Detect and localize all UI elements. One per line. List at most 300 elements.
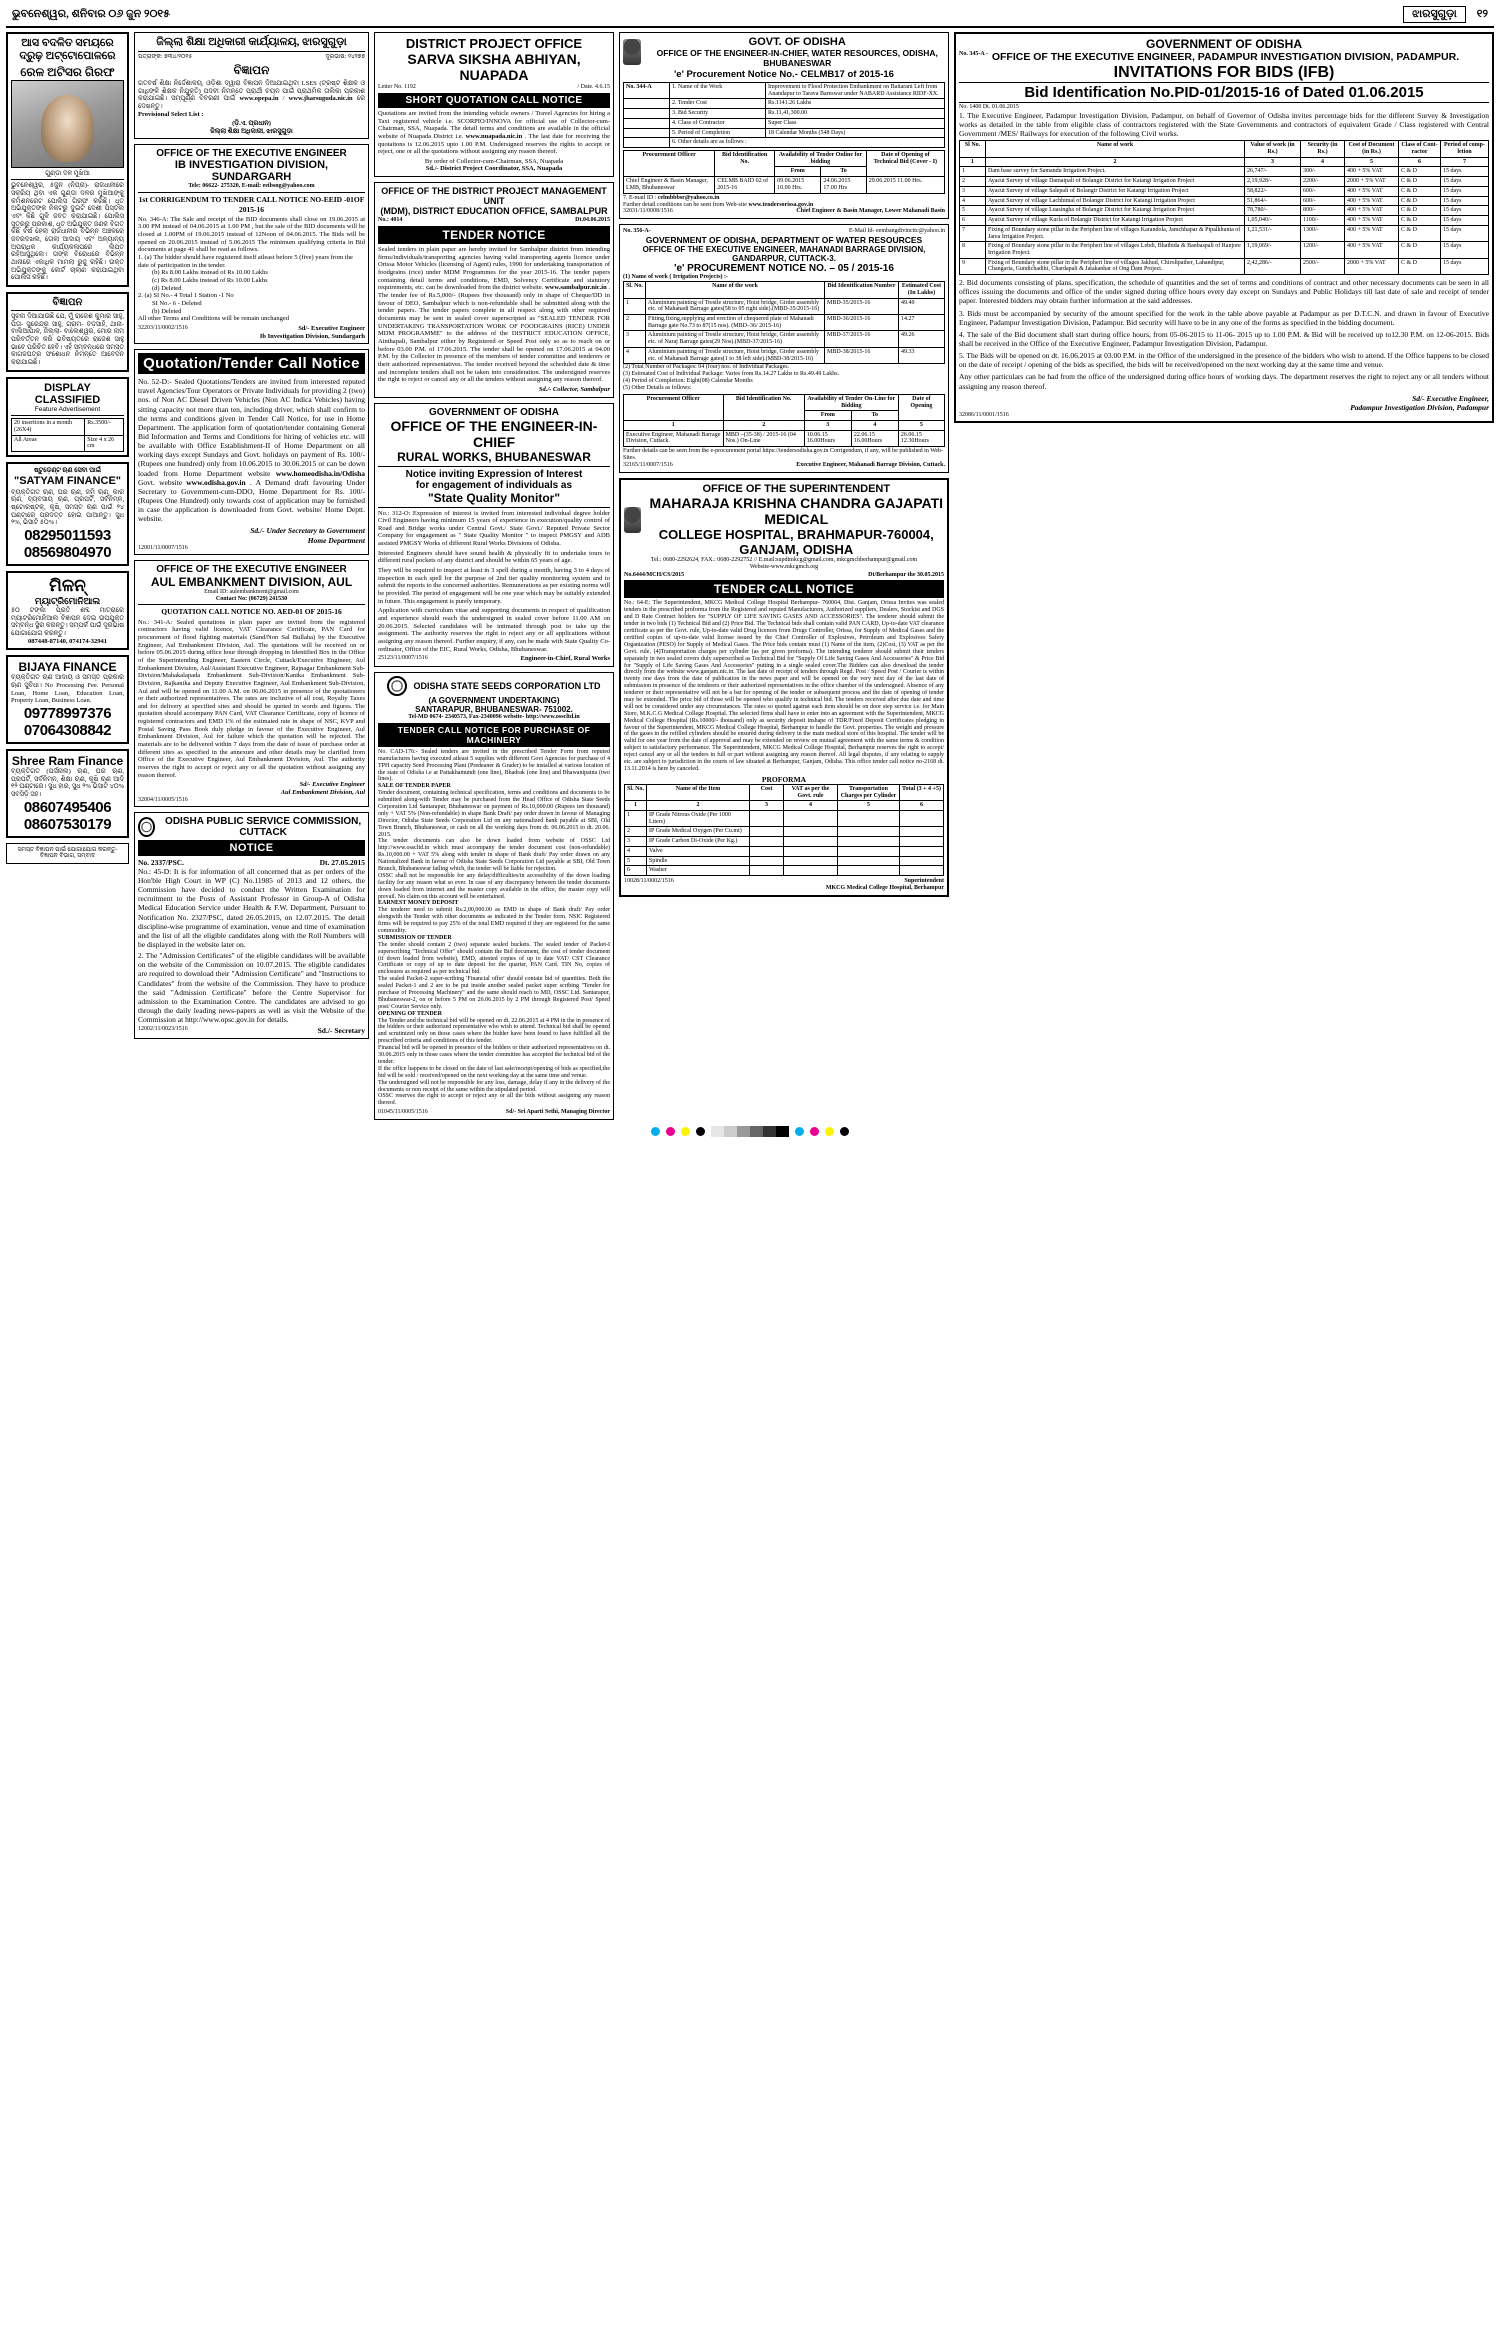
masthead-page-number: ୧୨ — [1476, 8, 1488, 20]
dpo-order: By order of Collector-cum-Chairman, SSA, Nuapada — [424, 157, 564, 165]
ib-office: OFFICE OF THE EXECUTIVE ENGINEER — [156, 148, 347, 160]
rural-body-3: They will be required to inspect at least in 3 spell during a month, having 3 to 4 days of inspection in each spell for the purpose of 2nd tier quality monitoring system and to submit the reports to the concerned authorities. Remunerations as per existing norms will be provided. The period of engagement will be one year which may be suitably extended in future. This engagement is purely temporary. — [378, 567, 610, 605]
goo-row-label: 4. Class of Contractor — [670, 118, 766, 128]
rural-office: OFFICE OF THE ENGINEER-IN-CHIEF — [390, 417, 598, 450]
mkcg-td: Spindle — [647, 856, 750, 866]
pad-td: 9 — [960, 258, 986, 274]
padampur-para-5: 5. The Bids will be opened on dt. 16.06.2015 at 03.00 P.M. in the Office of the undersigned in the presence of the bidders who wish to attend. If the Office happens to be closed on the date of receipt / opening of the bids as specified, the bids will be received/opened on the next working day at the same time and venue. — [959, 351, 1489, 370]
goo-no-blank — [624, 99, 670, 109]
mkcg-td-empty — [900, 827, 944, 837]
ossc-contact: Tel-MD 0674- 2340573, Fax-2340096 website- http://www.osscltd.in — [408, 713, 580, 720]
pad-th: Sl No. — [960, 141, 986, 157]
mkcg-l1: OFFICE OF THE SUPERINTENDENT — [702, 482, 891, 495]
mkcg-colnum: 3 — [750, 801, 784, 811]
pad-td: 2000 + 5% VAT — [1345, 177, 1399, 187]
padampur-office: OFFICE OF THE EXECUTIVE ENGINEER, PADAMPUR INVESTIGATION DIVISION, PADAMPUR. — [991, 51, 1460, 63]
ossc-title-3: SANTARAPUR, BHUBANESWAR- 751002. — [415, 704, 573, 714]
pad-td: 800/- — [1301, 206, 1345, 216]
pad-td: Ayacut Survey of village Kurla of Bolangir District for Katangi Irrigation Project — [986, 216, 1245, 226]
display-classified-title: DISPLAY CLASSIFIED — [34, 381, 101, 406]
mkcg-td-empty — [838, 827, 900, 837]
quotation-site-1[interactable]: www.homeodisha.in/Odisha — [275, 468, 366, 478]
mkcg-body: No.: 64-E: The Superintendent, MKCG Medical College Hospital Berhampur- 760004, Dist. Ganjam, Orissa Invites was sealed tenders in the prescribed proforma from the Registered and reputed Manufacturers, Authorized suppliers, Dealers, Stockist and DGS and D Rate Contract holders for "SUPPLY OF LIFE SAVING GASES AND ACCESSORIES". The tenderer should submit the tender in two bids (1) Technical Bid and (2) Price Bid. The Technical bids shall contain valid PAN CARD, Up-to-date VAT clearance certificate as per the Govt. rule, Up-to-date valid Drug licences from Drugs Controller, Orissa, for Supply of Medical Gases and the certified copies of up-to-date valid license issued by the Chief Controller of Explosives, Petroleum and Explosives Safety Organization (PESO) for Supply of Medical Gases. The Price bids contain must (1) Name of the item, (2)Cost, (3) VAT as per the Govt. rule, (4)Transportation charges per cylinder (as per given proforma). The intending tenderer should submit their tenders separately in two sealed covers duly superscribed as Technical Bid for "Supply Of Life Saving Gases And Accessories" & Price Bid for "Supply of Life Saving Gases And Accessories" putting in a single sealed cover.The Bidders can also download the tender directly from the website www.ganjam.nic.in. The last date of receipt of tenders through Regd. Post / Speed Post / Courier is within twenty one days from the date of publication in the news paper and will be opened on the very next day of the last date of submission in presence of the tenderers or their authorized representatives in the office chamber of the undersigned. Absence of any tenderer or their representative will not be a bar for opening of the tender or subsequent process and the date of opening of tender may be extended. The price bid of those will be opened who qualify in technical bid. The tenders received after due date and time will not be considered under any circumstances. The rates so quoted against each item should be on door step service i.e. for Main Store, M.K.C.G Medical College Hospital. The selected firms shall have to enter into an agreement with the Superintendent, MKCG Medical College Hospital (Rs.10000/- thousand) only as security deposit inshape of TDR/Fixed Deposit Certificates pledging in favour of the Superintendent, MKCG Medical College Hospital, Berhampur to handle the Govt. properties. The weight and pressure of the gases in the refilled cylinders should be ensured during delivery in the main medical store of this hospital. The tender will be valid for one year from the date of approval and may be extended on review on mutual agreement with the same terms & condition subject to satisfactory performance. The Superintendent, MKCG Medical College Hospital, Berhampur reserves the right to accept/ reject cancel any or all the tenders in full or part without assigning any reason thereof. All legal disputes, if any relating to supply etc. are subject to jurisdiction in the courts of law situated at Berhampur, Ganjam, Odisha. This office tender call notice no-2168 dt. 13.11.2014 is here by canceled. — [624, 600, 944, 772]
ib-item: (c) Rs 8.00 Lakhs instead of Rs 10.00 Lakhs — [152, 276, 268, 284]
ossc-p3: OSSC shall not be responsible for any delay/difficulties/in accessibility of the down loading facility for any reason what so ever. In case of any discrepancy between the tender documents down loaded from internet and the master copy available in the office, the master copy will prevail. No claim on this account will be entertained. — [378, 872, 610, 900]
display-classified-table — [11, 418, 124, 452]
photo-caption: ଗୁଣ୍ଡା ଦଳ ମୁଖିଆ — [45, 169, 90, 177]
pad-td: 1100/- — [1301, 216, 1345, 226]
mkcg-sig-2: MKCG Medical College Hospital, Berhampur — [825, 884, 944, 891]
dc-row1-right: Size 4 x 26 cm — [85, 435, 124, 451]
notice-head: ବିଜ୍ଞାପନ — [52, 296, 83, 308]
milan-body: ୫୦ ଟଙ୍କା ପ୍ରତି ଶବ୍ଦ ମାତ୍ରାରେ ମ୍ୟାଟ୍ରିମୋନିଆଲ ବିଜ୍ଞାପନ ଦେଇ ଉପଯୁକ୍ତ ସମ୍ବନ୍ଧ ସ୍ଥିର କରନ୍ତୁ। ସମ୍ପର୍କ ପାଇଁ ଦୂରଭାଷ ଯୋଗାଯୋଗ କରନ୍ତୁ। — [11, 607, 124, 637]
ib-investigation-division-notice — [134, 144, 369, 344]
pad-td: 1,05,040/- — [1245, 216, 1301, 226]
deo-sig-1: (ଡ଼ି.ଏ. ପ୍ରଧାନ) — [232, 120, 271, 128]
goo-email-label: 7. E-mail ID — [623, 194, 654, 201]
pad-td: 6 — [960, 216, 986, 226]
pad-td: 1300/- — [1301, 225, 1345, 241]
mkcg-colnum: 1 — [625, 801, 647, 811]
gray-ramp-icon — [711, 1126, 789, 1137]
pad-td: 1200/- — [1301, 242, 1345, 258]
pad-td: 15 days — [1441, 167, 1489, 177]
wr-no: No. 356-A- — [623, 228, 651, 235]
shreeram-title: Shree Ram Finance — [11, 753, 124, 768]
mdm-body-text: Sealed tenders in plain paper are hereby invited for Sambalpur district from intending firms/individuals/transporting agencies having valid transporting agents licence under Orissa Motor Vehicles (licensing of Agent) rules, 1990 for undertaking transportation of foodgrains (rice) under MDM Programmes for the year 2015-16. The tender papers containing detail terms and conditions, EMD, Solvency Certificate and statutory requirements, etc. can be downloaded from the district website. — [378, 246, 610, 292]
mkcg-proforma-table — [624, 784, 944, 876]
classified-notice-box — [6, 292, 129, 372]
dpo-title-2: SARVA SIKSHA ABHIYAN, NUAPADA — [407, 51, 581, 83]
mkcg-sig-1: Superintendent — [904, 878, 944, 885]
pad-td: 15 days — [1441, 186, 1489, 196]
pad-td: 400 + 5% VAT — [1345, 242, 1399, 258]
wr-sig: Executive Engineer, Mahanadi Barrage Division, Cuttack. — [796, 461, 945, 468]
ib-contact: Tele: 06622- 275320, E-mail: eeibsng@yahoo.com — [188, 183, 315, 190]
table-row — [960, 167, 1489, 177]
dpo-bar: SHORT QUOTATION CALL NOTICE — [378, 93, 610, 108]
dpo-letter: Letter No. 1192 — [378, 84, 416, 90]
wr-td: MBD-36/2015-16 — [825, 314, 899, 330]
ossc-bar: TENDER CALL NOTICE FOR PURCHASE OF MACHINERY — [378, 723, 610, 747]
wr-note-1: (2) Total Number of Packages: 04 (four) nos. of Individual Packages. — [623, 364, 790, 371]
mdm-site[interactable]: www.sambalpur.nic.in — [544, 284, 607, 292]
ossc-h1: SALE OF TENDER PAPER — [378, 783, 451, 790]
pad-td: 400 + 5% VAT — [1345, 186, 1399, 196]
padampur-no: No. 345-A - — [959, 51, 988, 57]
milan-sub: ମ୍ୟାଟ୍ରିମୋନିଆଲ — [34, 596, 101, 607]
magenta-mark-icon-2 — [810, 1127, 819, 1136]
bijaya-finance-ad — [6, 655, 129, 744]
table-row — [960, 242, 1489, 258]
padampur-bid-id: Bid Identification No.PID-01/2015-16 of Dated 01.06.2015 — [959, 82, 1489, 103]
dc-col-left: 20 insertions in a month (26X4) — [12, 419, 85, 435]
mdm-body — [378, 246, 610, 384]
quotation-sig-1: Sd./- Under Secretary to Government — [250, 526, 365, 536]
dc-col-right: Rs.3500/- — [85, 419, 124, 435]
mdm-no: No.: 4014 — [378, 217, 403, 224]
wr-td: 14.27 — [899, 314, 945, 330]
ossc-p6: The sealed Packet-2 super-scribing 'Financial offer' should contain bid of quantities. Both the sealed Packet-1 and 2 are to be put inside another sealed packet super scribing "Tender for purchase of Processing Machinery" and the same should reach to MD, OSSC Ltd. Santarapur, Bhubaneswar-2, on or before 5 PM on 26.06.2015 by 2 PM through Registered Post/ Speed post/ Courier Service only. — [378, 976, 610, 1010]
pad-td: 400 + 5% VAT — [1345, 206, 1399, 216]
table-row — [960, 196, 1489, 206]
mkcg-td-empty — [750, 827, 784, 837]
rural-works-eoi — [374, 403, 614, 667]
deo-site-1[interactable]: www.opepa.in — [239, 95, 279, 103]
pad-td: Fixing of Boundary stone pillar in the Peripheri line of villages Lebdi, Bhatbida & Banbaspali of Ranjore Irrigation Project. — [986, 242, 1245, 258]
ossc-h4: OPENING OF TENDER — [378, 1010, 443, 1017]
mkcg-td-empty — [750, 837, 784, 847]
ad-top-news — [6, 32, 129, 287]
mkcg-td: IP Grade Carbon Di-Oxide (Per Kg.) — [647, 837, 750, 847]
ossc-ref: 01045/11/0005/1516 — [378, 1109, 428, 1116]
deo-site-2[interactable]: www.jharsuguda.nic.in — [288, 95, 353, 103]
ossc-p8: Financial bid will be opened in presence of the bidders or their authorized representatives on dt. 30.06.2015 only in those cases where the tender committee has accepted the technical bid of the tender. — [378, 1045, 610, 1065]
milan-title: ମିଳନ୍ — [49, 576, 86, 596]
pad-td: 15 days — [1441, 242, 1489, 258]
mdm-date: Dt.04.06.2015 — [575, 217, 610, 224]
deo-provisional-label: Provisional Select List : — [138, 110, 204, 118]
goo-tender-table — [623, 150, 945, 194]
pad-td: 7 — [960, 225, 986, 241]
mdm-title-1: OFFICE OF THE DISTRICT PROJECT MANAGEMENT UNIT — [381, 186, 607, 207]
pad-td: 400 + 5% VAT — [1345, 225, 1399, 241]
wr2-num: 2 — [723, 420, 804, 430]
mkcg-td: 4 — [625, 846, 647, 856]
ossc-p10: The undersigned will not be responsible for any loss, damage, delay if any in the delivery of the documents or non receipt of the same within the stipulated period. — [378, 1079, 610, 1093]
wr2-num: 3 — [804, 420, 851, 430]
wr-note-2: (3) Estimated Cost of Individual Package: Varies from Rs.14.27 Lakhs to Rs.49.49 Lakhs. — [623, 371, 840, 378]
quotation-ref: 12001/11/0007/1516 — [138, 544, 188, 551]
state-emblem-icon — [623, 39, 641, 65]
ad-top-line2: ଦ୍ରୁଢ଼ ଅଟ୍ଟୋପୋଳରେ — [19, 50, 116, 63]
pad-td: 15 days — [1441, 177, 1489, 187]
ossc-h3: SUBMISSION OF TENDER — [378, 934, 452, 941]
column-2 — [134, 32, 369, 1039]
pad-td: Fixing of Boundary stone pillar in the Peripheri line of villages Jakhud, Chirolipather, Lahandipur, Changaria, Gundichadihi, Chardapali & Jatakanhar of Ong Dam Project. — [986, 258, 1245, 274]
mkcg-td: 6 — [625, 866, 647, 876]
dpo-date: / Date. 4.6.15 — [577, 84, 610, 90]
wr-td: 2 — [624, 314, 646, 330]
mkcg-th: Sl. No. — [625, 784, 647, 800]
opsc-no: No. 2337/PSC. — [138, 857, 185, 867]
padampur-para-2: 2. Bid documents consisting of plans, specification, the schedule of quantities and the set of terms and conditions of contract and other necessary documents can be seen in all offices issuing the documents and office of the under signed during office hours every day except on Sundays and Public Holidays till last date of sale and receipt of tender paper. Interested bidders may obtain further information at the said addresses. — [959, 278, 1489, 306]
goo-row-label: 1. Name of the Work — [670, 83, 766, 99]
mkcg-l2: MAHARAJA KRISHNA CHANDRA GAJAPATI MEDICAL — [649, 494, 944, 527]
wr-th: Estimated Cost (In Lakhs) — [899, 282, 945, 298]
wr2-td: 26.06.15 12.30Hours — [898, 430, 944, 446]
milan-matrimonial-ad — [6, 571, 129, 650]
satyam-body: ବ୍ୟକ୍ତିଗତ ଋଣ, ଘର ଋଣ, ଜମି ଋଣ, କାର ଋଣ, ବ୍ୟବସାୟ ଋଣ, ପ୍ରପର୍ଟି, ସର୍ବନିମ୍ନ, ଷ୍ଟୋରଷ୍ଟକ୍, କୃଷି, ସମସ୍ତ ଋଣ ପାଇଁ ୨୪ ଘଣ୍ଟାରେ ପ୍ରଦତ୍ତ ହୋଇ ପାଆନ୍ତୁ। ସୁଧ ୨%, ଭିସାଟି ୫୦%। — [11, 488, 124, 527]
ossc-title-2: (A GOVERNMENT UNDERTAKING) — [428, 695, 560, 705]
pad-td: 5 — [960, 206, 986, 216]
wr2-th-sub: To — [851, 411, 898, 421]
wr-td: 49.33 — [899, 347, 945, 363]
pad-td: 2000 + 5% VAT — [1345, 258, 1399, 274]
mkcg-td: 3 — [625, 837, 647, 847]
bijaya-phone-2[interactable]: 07064308842 — [23, 721, 112, 739]
padampur-para-4: 4. The sale of the Bid document shall start during office hours, from 05-06-2015 to 11-06- 2015 up to 1.00 P.M. & Bid will be received up to12.30 P.M. on 12-06-2015. Bids shall be received in the Office of the Executive Engineer, Padampur Investigation Division, Padampur. — [959, 329, 1489, 348]
goo-no-blank — [624, 109, 670, 119]
mkcg-td-empty — [750, 866, 784, 876]
satyam-phone-2[interactable]: 08569804970 — [23, 544, 112, 562]
deo-body-text: ଗତବର୍ଷ ଶିକ୍ଷା ନିର୍ଦ୍ଦେଶାଳୟ, ଓଡ଼ିଶା ଦ୍ୱାରା ବିଜ୍ଞାପନ ଦିଆଯାଇଥିବା LSES (ଟ୍ରଷ୍ଟ ଶିକ୍ଷକ ଓ ଗାଧିଙ୍କି ଶିକ୍ଷକ ନିଯୁକ୍ତି) ପଦବୀ ନିମନ୍ତେ ପ୍ରାର୍ଥୀ ଚୟନ ପାଇଁ ପ୍ରାଥମିକ ତାଲିକା ପ୍ରକାଶ କରାଯାଇଛି। ସମ୍ପୂର୍ଣ୍ଣ ବିବରଣୀ ପାଇଁ — [138, 79, 365, 103]
quotation-banner: Quotation/Tender Call Notice — [138, 353, 365, 374]
celmb-procurement-notice: GOVT. OF ODISHA OFFICE OF THE ENGINEER-IN-CHIEF, WATER RESOURCES, ODISHA, BHUBANESWAR 'e' Procurement Notice No.- CELMB17 of 2015-16 No. 344-A 1. Name of the Work Improvement to Flood Protection Embankment on Baitarani Left from Anandapur to Tarava Bareswar under NABARD Assistance RIDF-XX. 2. Tender Cost Rs.1141.26 Lakhs 3. Bid Security Rs.11,41,300.00 4. Class of Contractor Super Class 5. Period of Completion 18 Calendar Months (548 Days) 6. Other details are as follows : Procurement Officer Bid Identification No. Availability of Tender Online for bidding Date of Opening of Technical Bid (Cover - I) From To Chief Engineer & Basin Manager, LMB, Bhubaneswar CELMB BAID 02 of 2015-16 09.06.2015 10.00 Hrs. 24.06.2015 17.00 Hrs 29.06.2015 11.00 Hrs. 7. E-mail ID : celmbbbsr@yahoo.co.in Further detail conditions can be seen from Web-site www.tendersorissa.gov.in 32031/11/0008/1516 Chief Engineer & Basin Manager, Lower Mahanadi Basin — [619, 32, 949, 219]
ossc-p9: If the office happens to be closed on the date of last sale/receipt/opening of bids as specified,the bid will be sold / received/opened on the next working day at the same time and venue. — [378, 1065, 610, 1079]
aul-division: AUL EMBANKMENT DIVISION, AUL — [150, 574, 353, 589]
goo-th: Procurement Officer — [624, 151, 715, 177]
pad-td: 2,42,286/- — [1245, 258, 1301, 274]
ib-item: (d) Deleted — [152, 284, 182, 292]
rural-div: RURAL WORKS, BHUBANESWAR — [397, 449, 591, 464]
pad-td: C & D — [1399, 225, 1441, 241]
notice-body: ସୂଚନା ଦିଆଯାଉଛି ଯେ, ମୁଁ ରାଜେଶ କୁମାର ସାହୁ, ପିତା- ସୁରେନ୍ଦ୍ର ସାହୁ, ଗ୍ରାମ- ବଡ଼ସାହି, ଥାନା- ବାଲିଆପାଳ, ଜିଲ୍ଲା- ବାଲେଶ୍ୱର, ମୋର ନାମ ପରିବର୍ତ୍ତନ କରି ଭବିଷ୍ୟତରେ ରାଜେଶ ସାହୁ ଭାବେ ପରିଚିତ ହେବି। ଏହି ସମ୍ବନ୍ଧରେ ସମସ୍ତ କାଗଜପତ୍ର ସଂଶୋଧନ ନିମନ୍ତେ ଆବେଦନ କରାଯାଇଛି। — [11, 312, 124, 366]
ib-item: (b) Deleted — [152, 307, 182, 315]
mkcg-th: Total (3 + 4 +5) — [900, 784, 944, 800]
table-row — [960, 225, 1489, 241]
cyan-mark-icon — [651, 1127, 660, 1136]
shreeram-phone-1[interactable]: 08607495406 — [23, 798, 112, 816]
mkcg-th: Cost — [750, 784, 784, 800]
pad-td: Ayacut Survey of village Damaipali of Bolangir District for Katangi Irrigation Project — [986, 177, 1245, 187]
padampur-para-3: 3. Bids must be accompanied by security of the amount specified for the work in the table above payable at Padampur as per D.T.C.N. and drawn in favour of Executive Engineer, Padampur Investigation Division, Padampur. Bid security will have to be in any one of the forms as specified in the bidding document. — [959, 308, 1489, 327]
goo-no-blank — [624, 128, 670, 138]
padampur-sig-1: Sd/- Executive Engineer, — [1412, 393, 1489, 403]
wr-th: Bid Identification Number — [825, 282, 899, 298]
dpo-sig: Sd./- District Project Coordinator, SSA, Nuapada — [425, 165, 563, 173]
satyam-finance-ad — [6, 462, 129, 566]
quotation-body-2: . A Demand draft favouring Under Secretary to Government-cum-DDO, Home Department for Rs. 100/- (Rupees One Hundred) only towards cost of application may be furnished in case the application is downloaded from Govt. website/ Home Deptt. website. — [138, 477, 365, 524]
wr2-num: 5 — [898, 420, 944, 430]
pad-td: 2,19,928/- — [1245, 177, 1301, 187]
pad-td: 1,19,069/- — [1245, 242, 1301, 258]
opsc-notice — [134, 812, 369, 1040]
ossc-tender-notice — [374, 672, 614, 1120]
opsc-sig: Sd./- Secretary — [317, 1026, 365, 1036]
wr-td: MBD-35/2015-16 — [825, 298, 899, 314]
ossc-sig: Sd/- Sri Aparti Sethi, Managing Director — [505, 1109, 610, 1116]
wr-works-table — [623, 281, 945, 364]
pad-th: Name of work — [986, 141, 1245, 157]
wr2-td: 22.06.15 16.00Hours — [851, 430, 898, 446]
wr2-num: 1 — [624, 420, 724, 430]
pad-td: 600/- — [1301, 196, 1345, 206]
ib-items — [138, 254, 365, 315]
goo-notice-no: 'e' Procurement Notice No.- CELMB17 of 2015-16 — [674, 69, 894, 80]
goo-row-value: 18 Calendar Months (548 Days) — [766, 128, 945, 138]
yellow-mark-icon — [681, 1127, 690, 1136]
district-education-office-notice — [134, 32, 369, 139]
ib-sig-1: Sd/- Executive Engineer — [298, 324, 365, 332]
pad-td: C & D — [1399, 196, 1441, 206]
pad-colnum: 3 — [1245, 157, 1301, 167]
goo-ref: 32031/11/0008/1516 — [623, 208, 673, 215]
aul-embankment-notice — [134, 560, 369, 807]
mkcg-td-empty — [838, 846, 900, 856]
pad-th: Security (in Rs.) — [1301, 141, 1345, 157]
ossc-p7: The Tender and the technical bid will be opened on dt. 22.06.2015 at 4 PM in the in presence of the bidders or their authorized representative who wish to attend. Technical bid shall be opened and scrutinized only on those cases where the bidder have been found to have fulfilled all the prescribed criteria and conditions of this tender. — [378, 1017, 610, 1045]
wr-line-2: OFFICE OF THE EXECUTIVE ENGINEER, MAHANADI BARRAGE DIVISION, GANDARPUR, CUTTACK-3. — [642, 245, 926, 264]
mdm-sig: Sd./- Collector, Sambalpur — [538, 385, 610, 393]
ib-tail: All other Terms and Conditions will be remain unchanged — [138, 315, 290, 323]
goo-th: Bid Identification No. — [715, 151, 775, 177]
wr2-td: MBD –(35-38) / 2015-16 (04 Nos.) On-Line — [723, 430, 804, 446]
mkcg-td: Washer — [647, 866, 750, 876]
pad-td: 3 — [960, 186, 986, 196]
mkcg-l3: COLLEGE HOSPITAL, BRAHMAPUR-760004, GANJAM, ODISHA — [658, 526, 934, 557]
table-row — [960, 216, 1489, 226]
padampur-para-1: 1. The Executive Engineer, Padampur Investigation Division, Padampur, on behalf of Governor of Odisha invites percentage bids for the different Survey & Investigation works as detailed in the table from eligible class of contractors registered with the State Governments and contractors of equivalent Grade / Class registered with Central Government /MES/ Railways for execution of the following Civil works. — [959, 110, 1489, 139]
aul-sig-1: Sd/- Executive Engineer — [299, 781, 365, 789]
goo-row-label: 2. Tender Cost — [670, 99, 766, 109]
wr-sub: (1) Name of work ( Irrigation Projects) :- — [623, 274, 729, 281]
ib-division: IB INVESTIGATION DIVISION, SUNDARGARH — [174, 159, 329, 184]
ib-body: No. 346-A: The Sale and receipt of the BID documents shall close on 19.06.2015 at 3.00 PM instead of 04.06.2015 at 1.00 PM , but the sale of the BID documents will be closed at 1.00PM of 19.06.2015 instead of 12Noon of 04.06.2015. The Bids will be opened on 20.06.2015 instead of 5.06.2015 The minimum qualifying criteria in Bid documents at page 41 shall be read as follows. — [138, 215, 365, 254]
wr-line-1: GOVERNMENT OF ODISHA, DEPARTMENT OF WATER RESOURCES — [645, 235, 923, 246]
mkcg-colnum: 5 — [838, 801, 900, 811]
wr-td: 4 — [624, 347, 646, 363]
pad-td: 2 — [960, 177, 986, 187]
wr-notice-no: 'e' PROCUREMENT NOTICE NO. – 05 / 2015-16 — [674, 263, 894, 275]
mkcg-emblem-icon — [624, 507, 641, 533]
mkcg-td-empty — [838, 856, 900, 866]
wr2-th: Bid Identification No. — [723, 394, 804, 420]
padampur-works-table — [959, 140, 1489, 275]
padampur-title: INVITATIONS FOR BIDS (IFB) — [1113, 64, 1335, 81]
mahanadi-barrage-procurement-notice — [619, 224, 949, 473]
quotation-body — [138, 377, 365, 523]
goo-no-blank — [624, 118, 670, 128]
wr-td: Aluminium painting of Trestle structure, Hoist bridge, Girder assembly etc. of Naraj Barrage gates(29 Nos).(MBD-37/2015-16) — [646, 331, 825, 347]
table-row — [960, 258, 1489, 274]
mkcg-td: 2 — [625, 827, 647, 837]
mkcg-td-empty — [838, 837, 900, 847]
mkcg-td-empty — [838, 811, 900, 827]
ossc-p1: Tender document, containing technical specification, terms and conditions and documents to be submitted along-with Tender may be purchased from the Head Office of Odisha State Seeds Corporation Ltd Santarapur, Bhubaneswar on payment of Rs.10,000.00 (Rupees ten thousand) only + VAT 5% (Non-refundable) in shape Bank Draft/ pay order drawn in favour of Managing Director, Odisha State Seeds Corporation Ltd on any nationalized bank payable at SBI, Old Town Branch, Bhubaneswar, or cash on all the working days from dt. 06.06.2015 to dt. 20.06. 2015. — [378, 790, 610, 838]
pad-td: 58,822/- — [1245, 186, 1301, 196]
pad-td: 15 days — [1441, 206, 1489, 216]
wr-td: 3 — [624, 331, 646, 347]
goo-td: Chief Engineer & Basin Manager, LMB, Bhubaneswar — [624, 177, 715, 193]
column-3 — [374, 32, 614, 1120]
wr-td: Fitting,fixing,supplying and erection of chequered plate of Mahanadi Barrage gate No.73 to 87(15 nos). (MBD–36/ 2015-16) — [646, 314, 825, 330]
wr-schedule-table — [623, 394, 945, 447]
ossc-p4: The tenderer need to submit Rs.2,00,000.00 as EMD in shape of Bank draft/ Pay order alongwith the Tender with other documents as indicated in the Tender form. NSIC Registered firms will be required to pay 25% of the total EMD required if they are registered for the same commodity. — [378, 907, 610, 935]
mkcg-td-empty — [900, 846, 944, 856]
wr2-td: Executive Engineer, Mahanadi Barrage Division, Cuttack. — [624, 430, 724, 446]
bottom-note-text: ସମସ୍ତ ବିଜ୍ଞାପନ ପାଇଁ ଯୋଗାଯୋଗ କରନ୍ତୁ- ବିଜ୍ଞାପନ ବିଭାଗ, ସମ୍ବାଦ — [17, 846, 118, 860]
wr-th: Sl. No. — [624, 282, 646, 298]
pad-th: Period of comp-letion — [1441, 141, 1489, 157]
deo-tele: ଦୂରଭାଷ: ୨୪୨୭୭ — [325, 54, 365, 60]
quotation-body-text: No. 52-D:- Sealed Quotations/Tenders are invited from interested reputed travel Agencies/Tour Operators or Private Individuals for providing 2 (two) nos. of Non AC Diesel Driven Vehicles (Non AC Indica Vehicles) having sitting capacity not more than ten, including driver, which shall confirm to the terms and conditions given in Tender Call Notice, for use in Home Department. The application form of quotation/tender containing General Bid Information and Terms and Conditions for hiring of vehicles etc. will be available with Office Establishment-II of Home Department on all working days except Sundays and Govt. holidays on payment of Rs. 100/- (Rupees one hundred) only from 10.06.2015 to 30.06.2015 or can be down loaded from Home Department website — [138, 377, 365, 478]
pad-td: 400 + 5% VAT — [1345, 216, 1399, 226]
wr-td: Aluminium painting of Trestle structure, Hoist bridge, Girder assembly etc. of Mahanadi Barrage gates(1 to 38 left side).(MBD-38/2015-16) — [646, 347, 825, 363]
aul-office: OFFICE OF THE EXECUTIVE ENGINEER — [156, 563, 347, 575]
ib-item: (b) Rs 8.00 Lakhs instead of Rs 10.00 Lakhs — [152, 269, 268, 277]
home-dept-quotation-notice — [134, 349, 369, 555]
wr-td: MBD-37/2015-16 — [825, 331, 899, 347]
pad-td: Ayacut Survey of village Lachhimal of Bolangir District for Katangi Irrigation Project — [986, 196, 1245, 206]
mkcg-th: VAT as per the Govt. rule — [784, 784, 838, 800]
pad-td: 2500/- — [1301, 258, 1345, 274]
deo-sig-2: ଜିଲ୍ଲା ଶିକ୍ଷା ଅଧିକାରୀ, ଝାରସୁଗୁଡ଼ା — [210, 127, 293, 135]
pad-td: 400 + 5% VAT — [1345, 196, 1399, 206]
wr2-th: Procurement Officer — [624, 394, 724, 420]
bijaya-body: ବ୍ୟକ୍ତିଗତ ଋଣ ଆଦାୟ ଓ ସମସ୍ତ ପ୍ରକାର ଋଣ ସୁବିଧା। No Processing Fee. Personal Loan, Home Loan, Education Loan, Property Loan, Business Loan. — [11, 674, 124, 705]
mkcg-colnum: 4 — [784, 801, 838, 811]
mkcg-no: No.6444/MCH/CS/2015 — [624, 571, 685, 578]
rural-sub-3: "State Quality Monitor" — [427, 490, 561, 505]
pad-td: 51,864/- — [1245, 196, 1301, 206]
padampur-sig-2: Padampur Investigation Division, Padampur — [1350, 402, 1489, 412]
bijaya-title: BIJAYA FINANCE — [18, 660, 117, 675]
satyam-phone-1[interactable]: 08295011593 — [24, 527, 111, 545]
opsc-body: No.: 45-D: It is for information of all concerned that as per orders of the Hon'ble High Court in WP (C) No.11985 of 2013 and 12 others, the Commission have decided to conduct the Written Examination for recruitment to the Posts of Assistant Professor in Group-A of Odisha Medical Education Service under Health & F.W. Department, Pursuant to Notification No. 2327/PSC, dated 26.05.2015, on 12.07.2015. The detail discipline-wise programme of examination, venue and time of examination and the list of all the eligible candidates along with the Roll Numbers will be displayed in the website later on. — [138, 866, 365, 949]
goo-email[interactable]: celmbbbsr@yahoo.co.in — [657, 194, 720, 201]
mkcg-web: Website-www.mkcgmch.org — [749, 563, 819, 570]
goo-row-value: Improvement to Flood Protection Embankment on Baitarani Left from Anandapur to Tarava Bareswar under NABARD Assistance RIDF-XX. — [766, 83, 945, 99]
wr2-th: Date of Opening — [898, 394, 944, 420]
display-classified-ad — [6, 377, 129, 458]
aul-email: Email ID: aulembankment@gmail.com — [204, 588, 299, 595]
goo-th: Date of Opening of Technical Bid (Cover - I) — [866, 151, 944, 177]
quotation-site-2[interactable]: www.odisha.gov.in — [186, 477, 246, 487]
pad-td: 15 days — [1441, 225, 1489, 241]
shreeram-phone-2[interactable]: 08607530179 — [23, 815, 112, 833]
goo-th: Availability of Tender Online for bidding — [775, 151, 867, 167]
bijaya-phone-1[interactable]: 09778997376 — [23, 704, 112, 722]
pad-td: 15 days — [1441, 216, 1489, 226]
dc-row1-left: All Areas — [12, 435, 85, 451]
pad-td: C & D — [1399, 167, 1441, 177]
mkcg-td-empty — [784, 846, 838, 856]
print-registration-marks — [6, 1120, 1494, 1145]
wr-td: 49.49 — [899, 298, 945, 314]
mkcg-td: 1 — [625, 811, 647, 827]
goo-site[interactable]: www.tendersorissa.gov.in — [748, 201, 814, 208]
wr-further: Further details can be seen from the e-procurement portal https://tendersodisha.gov.in Corrigendum, if any, will be published in Web-Sites. — [623, 448, 944, 462]
ib-item: SI No.- 6 - Deleted — [152, 299, 202, 307]
dpo-site[interactable]: www.nuapada.nic.in — [465, 132, 523, 140]
mkcg-td-empty — [784, 866, 838, 876]
rural-body-2: Interested Engineers should have sound health & physically fit to undertake tours to different rural pockets of any district and should be within 65 years of age. — [378, 549, 610, 565]
satyam-phone-3[interactable]: 087448-87140, 074174-32941 — [27, 637, 108, 645]
pad-colnum: 4 — [1301, 157, 1345, 167]
column-5 — [954, 32, 1494, 423]
pad-td: 26,747/- — [1245, 167, 1301, 177]
pad-th: Cost of Document (in Rs.) — [1345, 141, 1399, 157]
pad-td: 4 — [960, 196, 986, 206]
pad-th: Class of Cont-ractor — [1399, 141, 1441, 157]
goo-row-value: Rs.1141.26 Lakhs — [766, 99, 945, 109]
deo-title: ଜିଲ୍ଲା ଶିକ୍ଷା ଅଧିକାରୀ କାର୍ଯ୍ୟାଳୟ, ଝାରସୁଗୁଡ଼ା — [156, 36, 347, 48]
deo-body-2: ରେ ଦେଖନ୍ତୁ। — [138, 95, 366, 110]
goo-td: 09.06.2015 10.00 Hrs. — [775, 177, 821, 193]
goo-row-label: 3. Bid Security — [670, 109, 766, 119]
shree-ram-finance-ad — [6, 749, 129, 838]
aul-notice-title: QUOTATION CALL NOTICE NO. AED-01 OF 2015-16 — [161, 607, 342, 617]
column-4 — [619, 32, 949, 897]
wr2-th: Availability of Tender On-Line for Bidding — [804, 394, 898, 410]
mkcg-td-empty — [900, 811, 944, 827]
pad-td: C & D — [1399, 258, 1441, 274]
goo-td: 29.06.2015 11.00 Hrs. — [866, 177, 944, 193]
pad-colnum: 2 — [986, 157, 1245, 167]
mkcg-td-empty — [750, 846, 784, 856]
news-photo — [11, 80, 124, 168]
